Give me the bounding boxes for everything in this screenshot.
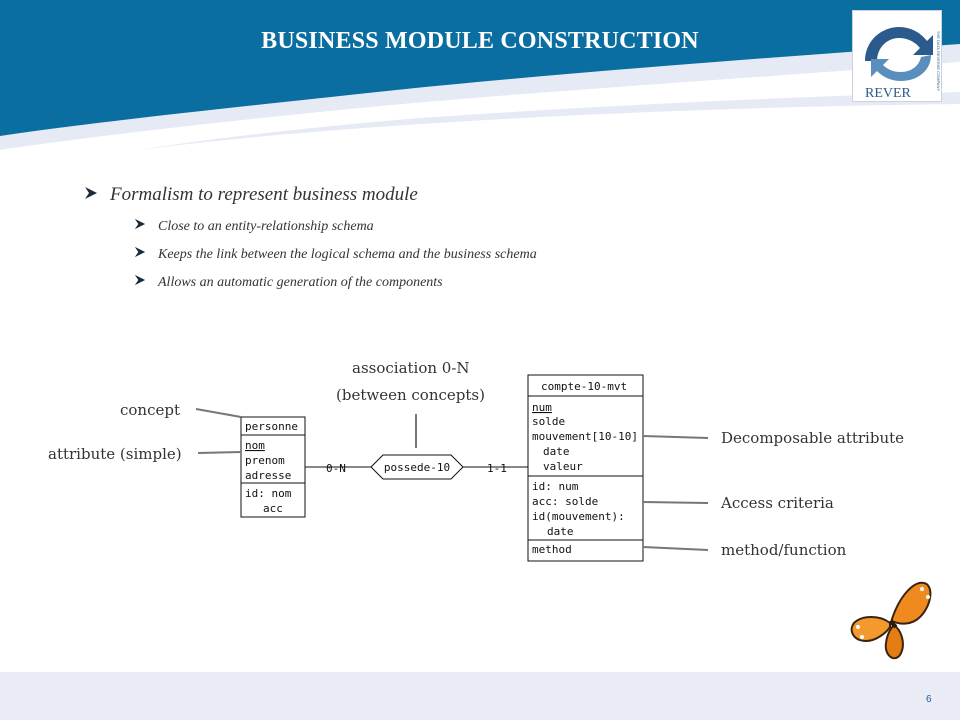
callout-concept-line xyxy=(196,409,241,417)
entity-compte-constraint: acc: solde xyxy=(532,495,599,508)
callout-attribute-line xyxy=(198,452,241,453)
slide-title: BUSINESS MODULE CONSTRUCTION xyxy=(261,28,699,54)
annotation-access-criteria: Access criteria xyxy=(721,494,834,512)
annotation-attribute-simple: attribute (simple) xyxy=(48,445,182,463)
entity-personne-attr: nom xyxy=(245,439,265,452)
entity-compte-name: compte-10-mvt xyxy=(541,380,628,393)
annotation-method-function: method/function xyxy=(721,541,847,559)
annotation-association-line1: association 0-N xyxy=(352,359,470,377)
entity-compte-constraint: date xyxy=(547,525,574,538)
footer-band xyxy=(0,672,960,720)
entity-personne-constraint: id: nom xyxy=(245,487,292,500)
bullet-text: Formalism to represent business module xyxy=(110,184,418,205)
annotation-association-line2: (between concepts) xyxy=(336,386,485,404)
entity-compte-attr: solde xyxy=(532,415,566,428)
entity-compte xyxy=(528,375,643,561)
annotation-decomposable: Decomposable attribute xyxy=(721,429,905,447)
bullet-text: Allows an automatic generation of the components xyxy=(158,274,443,290)
entity-personne xyxy=(241,417,305,517)
association-possede xyxy=(371,455,463,479)
entity-compte-attr: num xyxy=(532,401,552,414)
entity-compte-method: method xyxy=(532,543,572,556)
entity-compte-attr: mouvement[10-10] xyxy=(532,430,638,443)
association-name: possede-10 xyxy=(383,461,451,474)
bullet-text: Keeps the link between the logical schema and the business schema xyxy=(158,246,537,262)
entity-personne-constraint: acc xyxy=(263,502,283,515)
logo-tagline: THE DATA REVERSE COMPANY xyxy=(936,30,941,92)
cardinality-left: 0-N xyxy=(326,462,346,475)
entity-compte-subattr: valeur xyxy=(543,460,583,473)
entity-compte-constraint: id(mouvement): xyxy=(532,510,625,523)
entity-compte-constraint: id: num xyxy=(532,480,579,493)
callout-access-line xyxy=(643,502,708,503)
bullet-text: Close to an entity-relationship schema xyxy=(158,218,374,234)
callout-decomposable-line xyxy=(643,436,708,438)
entity-personne-attr: prenom xyxy=(245,454,285,467)
butterfly-icon xyxy=(840,575,940,665)
annotation-concept: concept xyxy=(120,401,180,419)
page-number: 6 xyxy=(926,694,932,705)
entity-personne-attr: adresse xyxy=(245,469,292,482)
logo-text: REVER xyxy=(865,86,911,101)
entity-compte-subattr: date xyxy=(543,445,570,458)
callout-method-line xyxy=(643,547,708,550)
entity-personne-name: personne xyxy=(245,420,298,433)
cardinality-right: 1-1 xyxy=(487,462,507,475)
